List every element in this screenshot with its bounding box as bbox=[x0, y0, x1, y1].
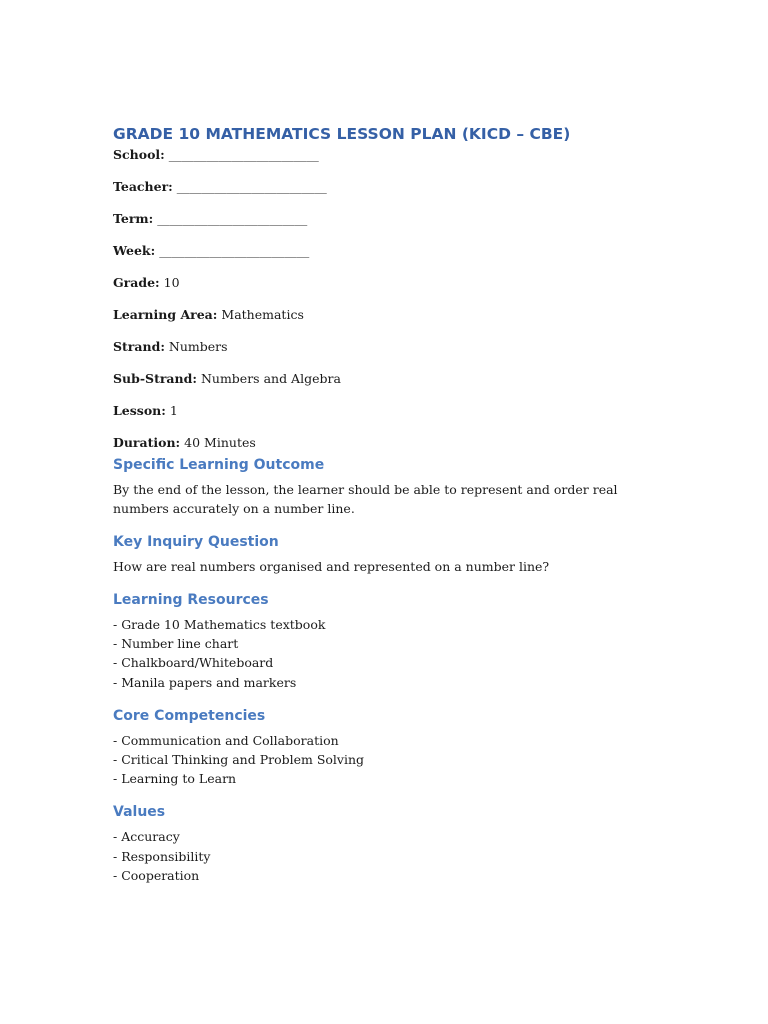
field-lesson bbox=[113, 402, 653, 434]
lesson-plan-document bbox=[113, 124, 653, 885]
field-label: Term: bbox=[113, 211, 154, 226]
field-label: School: bbox=[113, 147, 165, 162]
list-item: - Critical Thinking and Problem Solving bbox=[113, 752, 365, 768]
section-heading: Specific Learning Outcome bbox=[113, 457, 325, 473]
field-duration bbox=[113, 434, 653, 456]
section-heading: Core Competencies bbox=[113, 707, 266, 724]
section-heading: Learning Resources bbox=[113, 592, 269, 608]
field-value: 1 bbox=[169, 403, 178, 418]
field-label: Grade: bbox=[113, 275, 160, 290]
field-value: Mathematics bbox=[221, 307, 304, 322]
header-fields bbox=[113, 146, 653, 456]
field-label: Sub-Strand: bbox=[113, 371, 197, 386]
section-text: How are real numbers organised and represented on a number line? bbox=[113, 559, 550, 574]
values-list bbox=[113, 827, 653, 885]
section-text: By the end of the lesson, the learner should be able to represent and order real numbers accurately on a number line. bbox=[113, 482, 618, 516]
list-item: - Responsibility bbox=[113, 848, 211, 864]
field-label: Strand: bbox=[113, 339, 165, 354]
field-value: ________________________ bbox=[168, 147, 319, 162]
list-item: - Cooperation bbox=[113, 867, 200, 883]
field-grade bbox=[113, 274, 653, 306]
field-term bbox=[113, 210, 653, 242]
list-item: - Accuracy bbox=[113, 829, 180, 845]
section-heading: Values bbox=[113, 804, 166, 821]
field-value: Numbers bbox=[168, 339, 228, 354]
field-value: 10 bbox=[163, 275, 180, 290]
field-label: Teacher: bbox=[113, 179, 173, 194]
section-learning-resources bbox=[113, 591, 653, 692]
list-item: - Manila papers and markers bbox=[113, 674, 297, 690]
field-label: Learning Area: bbox=[113, 307, 218, 322]
section-values bbox=[113, 803, 653, 885]
list-item: - Number line chart bbox=[113, 636, 239, 652]
list-item: - Learning to Learn bbox=[113, 771, 237, 787]
field-label: Duration: bbox=[113, 435, 181, 450]
resource-list bbox=[113, 615, 653, 692]
section-key-inquiry-question bbox=[113, 533, 653, 576]
field-school bbox=[113, 146, 653, 178]
list-item: - Communication and Collaboration bbox=[113, 732, 339, 748]
field-value: Numbers and Algebra bbox=[200, 371, 341, 386]
competency-list bbox=[113, 731, 653, 789]
field-value: ________________________ bbox=[159, 243, 310, 258]
field-learning-area bbox=[113, 306, 653, 338]
field-sub-strand bbox=[113, 370, 653, 402]
field-value: ________________________ bbox=[157, 211, 308, 226]
section-core-competencies bbox=[113, 707, 653, 789]
field-label: Week: bbox=[113, 243, 156, 258]
field-strand bbox=[113, 338, 653, 370]
field-value: ________________________ bbox=[176, 179, 327, 194]
field-label: Lesson: bbox=[113, 403, 166, 418]
field-week bbox=[113, 242, 653, 274]
section-specific-learning-outcome bbox=[113, 456, 653, 518]
section-heading: Key Inquiry Question bbox=[113, 534, 279, 550]
field-teacher bbox=[113, 178, 653, 210]
document-title: GRADE 10 MATHEMATICS LESSON PLAN (KICD – CBE) bbox=[113, 125, 571, 143]
list-item: - Chalkboard/Whiteboard bbox=[113, 655, 274, 671]
list-item: - Grade 10 Mathematics textbook bbox=[113, 617, 326, 632]
field-value: 40 Minutes bbox=[184, 435, 256, 450]
